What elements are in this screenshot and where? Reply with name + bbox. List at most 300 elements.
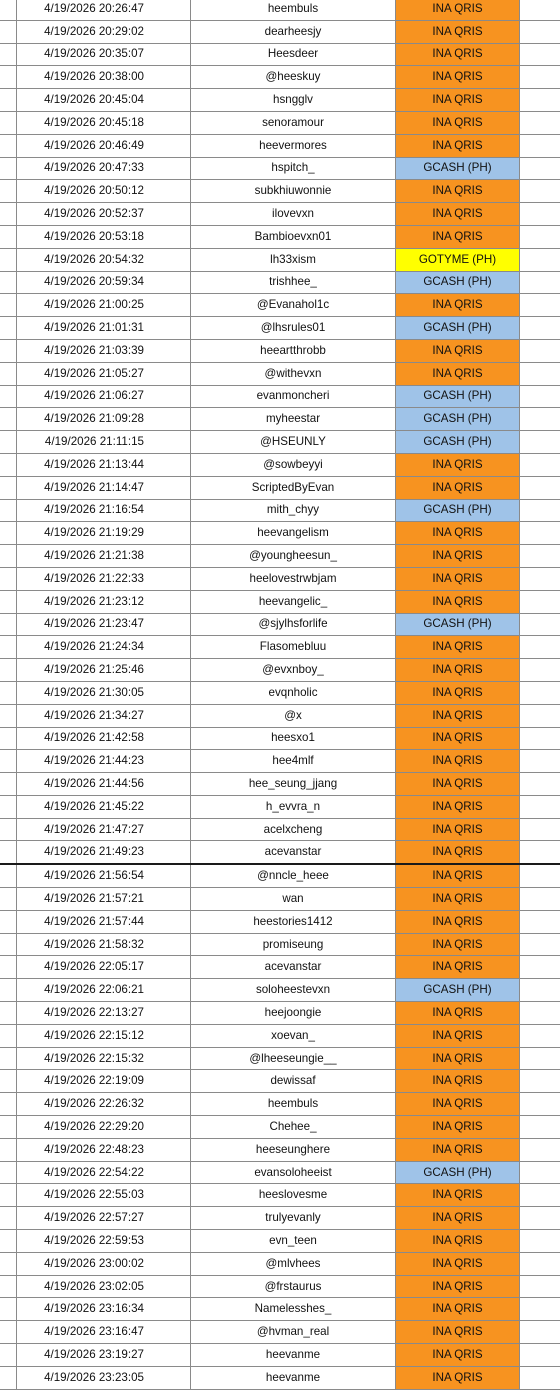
timestamp-cell[interactable]: 4/19/2026 21:05:27 (17, 362, 191, 385)
empty-cell[interactable] (520, 111, 560, 134)
username-cell[interactable]: heesxo1 (191, 727, 396, 750)
row-gutter-cell[interactable] (0, 362, 17, 385)
empty-cell[interactable] (520, 681, 560, 704)
payment-method-cell[interactable]: INA QRIS (396, 841, 520, 864)
payment-method-cell[interactable]: INA QRIS (396, 659, 520, 682)
timestamp-cell[interactable]: 4/19/2026 22:15:12 (17, 1024, 191, 1047)
username-cell[interactable]: Flasomebluu (191, 636, 396, 659)
username-cell[interactable]: @hvman_real (191, 1321, 396, 1344)
empty-cell[interactable] (520, 225, 560, 248)
timestamp-cell[interactable]: 4/19/2026 23:16:47 (17, 1321, 191, 1344)
row-gutter-cell[interactable] (0, 1138, 17, 1161)
empty-cell[interactable] (520, 180, 560, 203)
payment-method-cell[interactable]: GCASH (PH) (396, 157, 520, 180)
payment-method-cell[interactable]: INA QRIS (396, 1184, 520, 1207)
username-cell[interactable]: acevanstar (191, 841, 396, 864)
payment-method-cell[interactable]: INA QRIS (396, 1047, 520, 1070)
row-gutter-cell[interactable] (0, 453, 17, 476)
empty-cell[interactable] (520, 499, 560, 522)
payment-method-cell[interactable]: INA QRIS (396, 476, 520, 499)
row-gutter-cell[interactable] (0, 66, 17, 89)
payment-method-cell[interactable]: GCASH (PH) (396, 499, 520, 522)
timestamp-cell[interactable]: 4/19/2026 20:29:02 (17, 20, 191, 43)
empty-cell[interactable] (520, 408, 560, 431)
username-cell[interactable]: Bambioevxn01 (191, 225, 396, 248)
username-cell[interactable]: h_evvra_n (191, 795, 396, 818)
username-cell[interactable]: heeartthrobb (191, 339, 396, 362)
empty-cell[interactable] (520, 1047, 560, 1070)
row-gutter-cell[interactable] (0, 1047, 17, 1070)
row-gutter-cell[interactable] (0, 567, 17, 590)
row-gutter-cell[interactable] (0, 1207, 17, 1230)
row-gutter-cell[interactable] (0, 864, 17, 887)
username-cell[interactable]: heevangelic_ (191, 590, 396, 613)
timestamp-cell[interactable]: 4/19/2026 21:03:39 (17, 339, 191, 362)
username-cell[interactable]: heevanme (191, 1344, 396, 1367)
row-gutter-cell[interactable] (0, 841, 17, 864)
timestamp-cell[interactable]: 4/19/2026 22:48:23 (17, 1138, 191, 1161)
empty-cell[interactable] (520, 294, 560, 317)
empty-cell[interactable] (520, 1344, 560, 1367)
empty-cell[interactable] (520, 636, 560, 659)
timestamp-cell[interactable]: 4/19/2026 23:00:02 (17, 1252, 191, 1275)
row-gutter-cell[interactable] (0, 1024, 17, 1047)
timestamp-cell[interactable]: 4/19/2026 20:52:37 (17, 203, 191, 226)
payment-method-cell[interactable]: INA QRIS (396, 750, 520, 773)
timestamp-cell[interactable]: 4/19/2026 20:53:18 (17, 225, 191, 248)
username-cell[interactable]: evansoloheeist (191, 1161, 396, 1184)
timestamp-cell[interactable]: 4/19/2026 21:01:31 (17, 317, 191, 340)
timestamp-cell[interactable]: 4/19/2026 20:45:04 (17, 89, 191, 112)
row-gutter-cell[interactable] (0, 385, 17, 408)
timestamp-cell[interactable]: 4/19/2026 21:24:34 (17, 636, 191, 659)
row-gutter-cell[interactable] (0, 476, 17, 499)
timestamp-cell[interactable]: 4/19/2026 22:29:20 (17, 1116, 191, 1139)
timestamp-cell[interactable]: 4/19/2026 23:23:05 (17, 1366, 191, 1389)
row-gutter-cell[interactable] (0, 1184, 17, 1207)
timestamp-cell[interactable]: 4/19/2026 20:59:34 (17, 271, 191, 294)
username-cell[interactable]: evn_teen (191, 1230, 396, 1253)
timestamp-cell[interactable]: 4/19/2026 21:57:21 (17, 888, 191, 911)
empty-cell[interactable] (520, 66, 560, 89)
payment-method-cell[interactable]: INA QRIS (396, 1138, 520, 1161)
row-gutter-cell[interactable] (0, 1344, 17, 1367)
payment-method-cell[interactable]: INA QRIS (396, 864, 520, 887)
empty-cell[interactable] (520, 522, 560, 545)
row-gutter-cell[interactable] (0, 1116, 17, 1139)
timestamp-cell[interactable]: 4/19/2026 22:06:21 (17, 979, 191, 1002)
empty-cell[interactable] (520, 704, 560, 727)
empty-cell[interactable] (520, 1230, 560, 1253)
timestamp-cell[interactable]: 4/19/2026 22:15:32 (17, 1047, 191, 1070)
timestamp-cell[interactable]: 4/19/2026 23:16:34 (17, 1298, 191, 1321)
payment-method-cell[interactable]: INA QRIS (396, 704, 520, 727)
payment-method-cell[interactable]: INA QRIS (396, 20, 520, 43)
username-cell[interactable]: @frstaurus (191, 1275, 396, 1298)
username-cell[interactable]: trishhee_ (191, 271, 396, 294)
username-cell[interactable]: dearheesjy (191, 20, 396, 43)
timestamp-cell[interactable]: 4/19/2026 21:30:05 (17, 681, 191, 704)
empty-cell[interactable] (520, 590, 560, 613)
timestamp-cell[interactable]: 4/19/2026 21:11:15 (17, 431, 191, 454)
payment-method-cell[interactable]: INA QRIS (396, 43, 520, 66)
payment-method-cell[interactable]: GCASH (PH) (396, 979, 520, 1002)
row-gutter-cell[interactable] (0, 294, 17, 317)
empty-cell[interactable] (520, 134, 560, 157)
username-cell[interactable]: myheestar (191, 408, 396, 431)
row-gutter-cell[interactable] (0, 1275, 17, 1298)
username-cell[interactable]: @lhsrules01 (191, 317, 396, 340)
empty-cell[interactable] (520, 1138, 560, 1161)
timestamp-cell[interactable]: 4/19/2026 21:22:33 (17, 567, 191, 590)
username-cell[interactable]: @sowbeyyi (191, 453, 396, 476)
payment-method-cell[interactable]: GCASH (PH) (396, 385, 520, 408)
payment-method-cell[interactable]: INA QRIS (396, 636, 520, 659)
timestamp-cell[interactable]: 4/19/2026 23:02:05 (17, 1275, 191, 1298)
row-gutter-cell[interactable] (0, 1093, 17, 1116)
timestamp-cell[interactable]: 4/19/2026 21:58:32 (17, 933, 191, 956)
timestamp-cell[interactable]: 4/19/2026 21:13:44 (17, 453, 191, 476)
row-gutter-cell[interactable] (0, 818, 17, 841)
payment-method-cell[interactable]: GCASH (PH) (396, 1161, 520, 1184)
payment-method-cell[interactable]: INA QRIS (396, 795, 520, 818)
empty-cell[interactable] (520, 431, 560, 454)
timestamp-cell[interactable]: 4/19/2026 20:46:49 (17, 134, 191, 157)
empty-cell[interactable] (520, 271, 560, 294)
payment-method-cell[interactable]: INA QRIS (396, 134, 520, 157)
empty-cell[interactable] (520, 1207, 560, 1230)
empty-cell[interactable] (520, 89, 560, 112)
empty-cell[interactable] (520, 1321, 560, 1344)
username-cell[interactable]: @withevxn (191, 362, 396, 385)
username-cell[interactable]: Namelesshes_ (191, 1298, 396, 1321)
username-cell[interactable]: Heesdeer (191, 43, 396, 66)
timestamp-cell[interactable]: 4/19/2026 21:57:44 (17, 910, 191, 933)
username-cell[interactable]: wan (191, 888, 396, 911)
timestamp-cell[interactable]: 4/19/2026 22:55:03 (17, 1184, 191, 1207)
payment-method-cell[interactable]: INA QRIS (396, 89, 520, 112)
timestamp-cell[interactable]: 4/19/2026 23:19:27 (17, 1344, 191, 1367)
row-gutter-cell[interactable] (0, 773, 17, 796)
username-cell[interactable]: @nncle_heee (191, 864, 396, 887)
row-gutter-cell[interactable] (0, 727, 17, 750)
empty-cell[interactable] (520, 248, 560, 271)
row-gutter-cell[interactable] (0, 111, 17, 134)
payment-method-cell[interactable]: INA QRIS (396, 522, 520, 545)
row-gutter-cell[interactable] (0, 910, 17, 933)
empty-cell[interactable] (520, 476, 560, 499)
row-gutter-cell[interactable] (0, 956, 17, 979)
row-gutter-cell[interactable] (0, 225, 17, 248)
timestamp-cell[interactable]: 4/19/2026 21:44:56 (17, 773, 191, 796)
payment-method-cell[interactable]: INA QRIS (396, 567, 520, 590)
empty-cell[interactable] (520, 1252, 560, 1275)
username-cell[interactable]: evanmoncheri (191, 385, 396, 408)
username-cell[interactable]: heembuls (191, 0, 396, 20)
row-gutter-cell[interactable] (0, 134, 17, 157)
timestamp-cell[interactable]: 4/19/2026 21:25:46 (17, 659, 191, 682)
username-cell[interactable]: promiseung (191, 933, 396, 956)
username-cell[interactable]: heejoongie (191, 1002, 396, 1025)
empty-cell[interactable] (520, 339, 560, 362)
username-cell[interactable]: heelovestrwbjam (191, 567, 396, 590)
timestamp-cell[interactable]: 4/19/2026 22:57:27 (17, 1207, 191, 1230)
username-cell[interactable]: @sjylhsforlife (191, 613, 396, 636)
timestamp-cell[interactable]: 4/19/2026 21:47:27 (17, 818, 191, 841)
empty-cell[interactable] (520, 1366, 560, 1389)
empty-cell[interactable] (520, 773, 560, 796)
timestamp-cell[interactable]: 4/19/2026 21:45:22 (17, 795, 191, 818)
payment-method-cell[interactable]: INA QRIS (396, 727, 520, 750)
payment-method-cell[interactable]: INA QRIS (396, 180, 520, 203)
row-gutter-cell[interactable] (0, 750, 17, 773)
empty-cell[interactable] (520, 1298, 560, 1321)
payment-method-cell[interactable]: INA QRIS (396, 910, 520, 933)
row-gutter-cell[interactable] (0, 1321, 17, 1344)
username-cell[interactable]: trulyevanly (191, 1207, 396, 1230)
timestamp-cell[interactable]: 4/19/2026 21:49:23 (17, 841, 191, 864)
row-gutter-cell[interactable] (0, 180, 17, 203)
timestamp-cell[interactable]: 4/19/2026 20:47:33 (17, 157, 191, 180)
empty-cell[interactable] (520, 567, 560, 590)
username-cell[interactable]: heembuls (191, 1093, 396, 1116)
row-gutter-cell[interactable] (0, 636, 17, 659)
payment-method-cell[interactable]: INA QRIS (396, 453, 520, 476)
timestamp-cell[interactable]: 4/19/2026 20:38:00 (17, 66, 191, 89)
empty-cell[interactable] (520, 841, 560, 864)
payment-method-cell[interactable]: INA QRIS (396, 773, 520, 796)
username-cell[interactable]: acelxcheng (191, 818, 396, 841)
username-cell[interactable]: heestories1412 (191, 910, 396, 933)
timestamp-cell[interactable]: 4/19/2026 21:42:58 (17, 727, 191, 750)
row-gutter-cell[interactable] (0, 933, 17, 956)
timestamp-cell[interactable]: 4/19/2026 21:34:27 (17, 704, 191, 727)
payment-method-cell[interactable]: INA QRIS (396, 1275, 520, 1298)
timestamp-cell[interactable]: 4/19/2026 22:05:17 (17, 956, 191, 979)
row-gutter-cell[interactable] (0, 888, 17, 911)
timestamp-cell[interactable]: 4/19/2026 21:06:27 (17, 385, 191, 408)
payment-method-cell[interactable]: INA QRIS (396, 339, 520, 362)
username-cell[interactable]: evqnholic (191, 681, 396, 704)
username-cell[interactable]: @youngheesun_ (191, 545, 396, 568)
empty-cell[interactable] (520, 0, 560, 20)
timestamp-cell[interactable]: 4/19/2026 20:35:07 (17, 43, 191, 66)
row-gutter-cell[interactable] (0, 408, 17, 431)
row-gutter-cell[interactable] (0, 795, 17, 818)
empty-cell[interactable] (520, 956, 560, 979)
username-cell[interactable]: @x (191, 704, 396, 727)
empty-cell[interactable] (520, 545, 560, 568)
payment-method-cell[interactable]: INA QRIS (396, 933, 520, 956)
timestamp-cell[interactable]: 4/19/2026 22:19:09 (17, 1070, 191, 1093)
empty-cell[interactable] (520, 43, 560, 66)
timestamp-cell[interactable]: 4/19/2026 20:54:32 (17, 248, 191, 271)
payment-method-cell[interactable]: INA QRIS (396, 590, 520, 613)
timestamp-cell[interactable]: 4/19/2026 22:26:32 (17, 1093, 191, 1116)
row-gutter-cell[interactable] (0, 1161, 17, 1184)
username-cell[interactable]: mith_chyy (191, 499, 396, 522)
payment-method-cell[interactable]: INA QRIS (396, 0, 520, 20)
empty-cell[interactable] (520, 864, 560, 887)
payment-method-cell[interactable]: INA QRIS (396, 1070, 520, 1093)
payment-method-cell[interactable]: INA QRIS (396, 1252, 520, 1275)
row-gutter-cell[interactable] (0, 522, 17, 545)
empty-cell[interactable] (520, 1024, 560, 1047)
row-gutter-cell[interactable] (0, 89, 17, 112)
username-cell[interactable]: lh33xism (191, 248, 396, 271)
timestamp-cell[interactable]: 4/19/2026 21:16:54 (17, 499, 191, 522)
timestamp-cell[interactable]: 4/19/2026 22:59:53 (17, 1230, 191, 1253)
payment-method-cell[interactable]: INA QRIS (396, 362, 520, 385)
payment-method-cell[interactable]: INA QRIS (396, 66, 520, 89)
empty-cell[interactable] (520, 317, 560, 340)
username-cell[interactable]: heevermores (191, 134, 396, 157)
empty-cell[interactable] (520, 818, 560, 841)
timestamp-cell[interactable]: 4/19/2026 21:23:47 (17, 613, 191, 636)
timestamp-cell[interactable]: 4/19/2026 21:23:12 (17, 590, 191, 613)
row-gutter-cell[interactable] (0, 613, 17, 636)
timestamp-cell[interactable]: 4/19/2026 22:13:27 (17, 1002, 191, 1025)
username-cell[interactable]: acevanstar (191, 956, 396, 979)
timestamp-cell[interactable]: 4/19/2026 20:26:47 (17, 0, 191, 20)
empty-cell[interactable] (520, 933, 560, 956)
row-gutter-cell[interactable] (0, 545, 17, 568)
timestamp-cell[interactable]: 4/19/2026 20:45:18 (17, 111, 191, 134)
payment-method-cell[interactable]: INA QRIS (396, 818, 520, 841)
username-cell[interactable]: heevanme (191, 1366, 396, 1389)
row-gutter-cell[interactable] (0, 0, 17, 20)
username-cell[interactable]: subkhiuwonnie (191, 180, 396, 203)
row-gutter-cell[interactable] (0, 1070, 17, 1093)
row-gutter-cell[interactable] (0, 271, 17, 294)
username-cell[interactable]: @heeskuy (191, 66, 396, 89)
row-gutter-cell[interactable] (0, 317, 17, 340)
timestamp-cell[interactable]: 4/19/2026 20:50:12 (17, 180, 191, 203)
row-gutter-cell[interactable] (0, 979, 17, 1002)
empty-cell[interactable] (520, 1116, 560, 1139)
payment-method-cell[interactable]: INA QRIS (396, 1002, 520, 1025)
row-gutter-cell[interactable] (0, 431, 17, 454)
timestamp-cell[interactable]: 4/19/2026 21:56:54 (17, 864, 191, 887)
row-gutter-cell[interactable] (0, 1366, 17, 1389)
row-gutter-cell[interactable] (0, 1230, 17, 1253)
payment-method-cell[interactable]: INA QRIS (396, 681, 520, 704)
username-cell[interactable]: ilovevxn (191, 203, 396, 226)
payment-method-cell[interactable]: GCASH (PH) (396, 613, 520, 636)
timestamp-cell[interactable]: 4/19/2026 21:44:23 (17, 750, 191, 773)
payment-method-cell[interactable]: INA QRIS (396, 111, 520, 134)
payment-method-cell[interactable]: INA QRIS (396, 545, 520, 568)
username-cell[interactable]: hsngglv (191, 89, 396, 112)
row-gutter-cell[interactable] (0, 1252, 17, 1275)
username-cell[interactable]: @lheeseungie__ (191, 1047, 396, 1070)
empty-cell[interactable] (520, 1161, 560, 1184)
username-cell[interactable]: xoevan_ (191, 1024, 396, 1047)
payment-method-cell[interactable]: GCASH (PH) (396, 271, 520, 294)
empty-cell[interactable] (520, 453, 560, 476)
empty-cell[interactable] (520, 613, 560, 636)
payment-method-cell[interactable]: INA QRIS (396, 1298, 520, 1321)
username-cell[interactable]: dewissaf (191, 1070, 396, 1093)
empty-cell[interactable] (520, 1002, 560, 1025)
empty-cell[interactable] (520, 1070, 560, 1093)
username-cell[interactable]: hspitch_ (191, 157, 396, 180)
row-gutter-cell[interactable] (0, 248, 17, 271)
row-gutter-cell[interactable] (0, 20, 17, 43)
empty-cell[interactable] (520, 727, 560, 750)
empty-cell[interactable] (520, 979, 560, 1002)
empty-cell[interactable] (520, 659, 560, 682)
empty-cell[interactable] (520, 1093, 560, 1116)
empty-cell[interactable] (520, 1275, 560, 1298)
empty-cell[interactable] (520, 157, 560, 180)
empty-cell[interactable] (520, 750, 560, 773)
payment-method-cell[interactable]: INA QRIS (396, 1230, 520, 1253)
row-gutter-cell[interactable] (0, 203, 17, 226)
timestamp-cell[interactable]: 4/19/2026 21:09:28 (17, 408, 191, 431)
payment-method-cell[interactable]: INA QRIS (396, 956, 520, 979)
payment-method-cell[interactable]: INA QRIS (396, 294, 520, 317)
payment-method-cell[interactable]: INA QRIS (396, 888, 520, 911)
row-gutter-cell[interactable] (0, 1002, 17, 1025)
row-gutter-cell[interactable] (0, 499, 17, 522)
empty-cell[interactable] (520, 795, 560, 818)
timestamp-cell[interactable]: 4/19/2026 21:14:47 (17, 476, 191, 499)
row-gutter-cell[interactable] (0, 339, 17, 362)
username-cell[interactable]: senoramour (191, 111, 396, 134)
row-gutter-cell[interactable] (0, 157, 17, 180)
row-gutter-cell[interactable] (0, 1298, 17, 1321)
timestamp-cell[interactable]: 4/19/2026 21:19:29 (17, 522, 191, 545)
username-cell[interactable]: @Evanahol1c (191, 294, 396, 317)
payment-method-cell[interactable]: INA QRIS (396, 1116, 520, 1139)
payment-method-cell[interactable]: INA QRIS (396, 1207, 520, 1230)
payment-method-cell[interactable]: GOTYME (PH) (396, 248, 520, 271)
payment-method-cell[interactable]: GCASH (PH) (396, 431, 520, 454)
username-cell[interactable]: Chehee_ (191, 1116, 396, 1139)
empty-cell[interactable] (520, 910, 560, 933)
username-cell[interactable]: soloheestevxn (191, 979, 396, 1002)
username-cell[interactable]: @evxnboy_ (191, 659, 396, 682)
payment-method-cell[interactable]: INA QRIS (396, 225, 520, 248)
row-gutter-cell[interactable] (0, 681, 17, 704)
timestamp-cell[interactable]: 4/19/2026 22:54:22 (17, 1161, 191, 1184)
row-gutter-cell[interactable] (0, 704, 17, 727)
timestamp-cell[interactable]: 4/19/2026 21:21:38 (17, 545, 191, 568)
username-cell[interactable]: @HSEUNLY (191, 431, 396, 454)
payment-method-cell[interactable]: INA QRIS (396, 1321, 520, 1344)
empty-cell[interactable] (520, 362, 560, 385)
payment-method-cell[interactable]: GCASH (PH) (396, 408, 520, 431)
empty-cell[interactable] (520, 385, 560, 408)
payment-method-cell[interactable]: INA QRIS (396, 1344, 520, 1367)
username-cell[interactable]: heeslovesme (191, 1184, 396, 1207)
payment-method-cell[interactable]: INA QRIS (396, 203, 520, 226)
payment-method-cell[interactable]: INA QRIS (396, 1366, 520, 1389)
payment-method-cell[interactable]: GCASH (PH) (396, 317, 520, 340)
empty-cell[interactable] (520, 203, 560, 226)
row-gutter-cell[interactable] (0, 43, 17, 66)
payment-method-cell[interactable]: INA QRIS (396, 1093, 520, 1116)
timestamp-cell[interactable]: 4/19/2026 21:00:25 (17, 294, 191, 317)
username-cell[interactable]: @mlvhees (191, 1252, 396, 1275)
username-cell[interactable]: heeseunghere (191, 1138, 396, 1161)
empty-cell[interactable] (520, 20, 560, 43)
empty-cell[interactable] (520, 888, 560, 911)
username-cell[interactable]: ScriptedByEvan (191, 476, 396, 499)
username-cell[interactable]: hee_seung_jjang (191, 773, 396, 796)
row-gutter-cell[interactable] (0, 659, 17, 682)
